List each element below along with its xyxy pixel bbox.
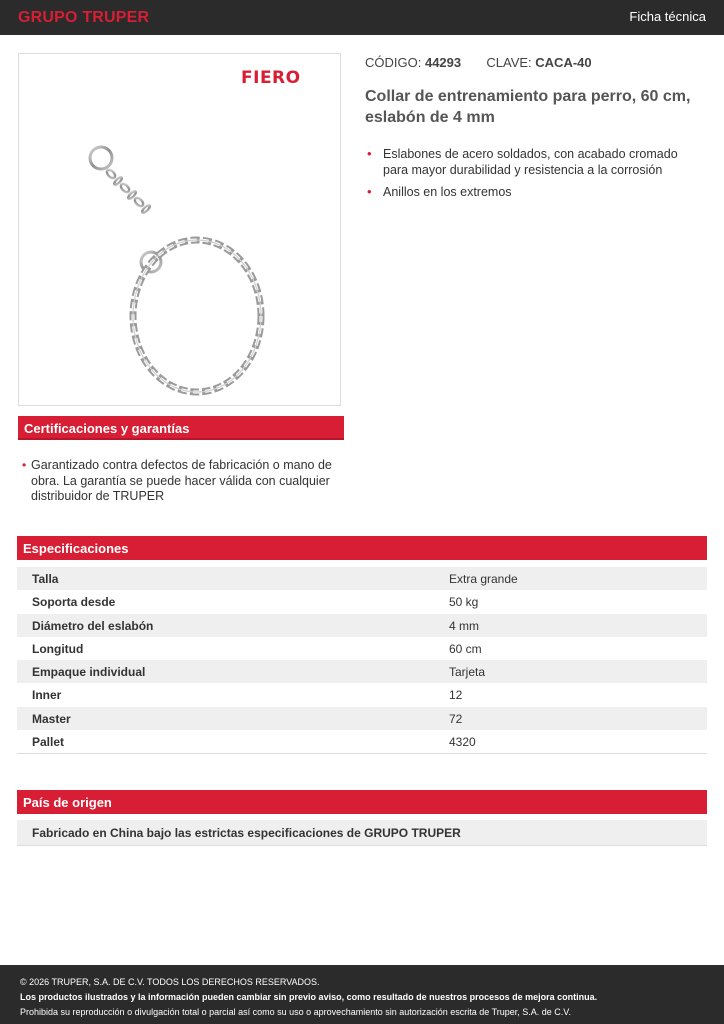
feature-item: • Eslabones de acero soldados, con acabado cromado para mayor durabilidad y resistencia a la corrosión (367, 146, 678, 177)
spec-value: Extra grande (449, 572, 518, 586)
spec-row (17, 730, 707, 753)
document-type: Ficha técnica (629, 9, 706, 24)
product-title: Collar de entrenamiento para perro, 60 cm, eslabón de 4 mm (365, 88, 691, 126)
spec-row (17, 614, 707, 637)
spec-value: Tarjeta (449, 665, 486, 680)
bullet-icon: • (22, 458, 27, 472)
code-value: 44293 (424, 55, 462, 70)
certifications-heading: Certificaciones y garantías (18, 416, 344, 440)
spec-value: 12 (449, 688, 463, 703)
origin-text: Fabricado en China bajo las estrictas especificaciones de GRUPO TRUPER (32, 826, 461, 840)
spec-label: Master (32, 711, 71, 726)
spec-label: Soporta desde (32, 595, 116, 610)
origin-heading: País de origen (17, 790, 707, 814)
spec-row (17, 660, 707, 683)
footer (0, 965, 724, 1024)
product-codes (365, 55, 592, 70)
spec-row (17, 590, 707, 613)
spec-row (17, 683, 707, 706)
key-value: CACA-40 (535, 55, 592, 70)
footer-notice: Los productos ilustrados y la información pueden cambiar sin previo aviso, como resultado de nuestros procesos de mejora continua. (20, 992, 598, 1002)
code-label: CÓDIGO: (365, 55, 422, 70)
spec-label: Empaque individual (32, 665, 146, 680)
spec-value: 60 cm (449, 641, 482, 656)
bullet-icon: • (367, 146, 372, 161)
fiero-logo: FIERO (241, 68, 301, 88)
spec-label: Pallet (32, 735, 65, 750)
chain-collar-image (79, 134, 279, 404)
certification-item: • Garantizado contra defectos de fabricación o mano de obra. La garantía se puede hacer válida con cualquier distribuidor de TRUPER (22, 458, 332, 503)
feature-item: • Anillos en los extremos (367, 184, 512, 199)
spec-value: 4320 (449, 735, 476, 750)
key-label: CLAVE: (486, 55, 532, 70)
footer-prohibition: Prohibida su reproducción o divulgación total o parcial así como su uso o aprovechamiento sin autorización escrita de Truper, S.A. de C.V. (20, 1007, 571, 1017)
bullet-icon: • (367, 184, 372, 199)
spec-row (17, 567, 707, 590)
spec-row (17, 637, 707, 660)
specifications-heading: Especificaciones (17, 536, 707, 560)
specifications-table (17, 567, 707, 754)
spec-value: 50 kg (449, 595, 479, 610)
spec-value: 72 (449, 711, 463, 726)
spec-row (17, 707, 707, 730)
feature-list (365, 146, 705, 206)
top-bar (0, 0, 724, 35)
product-image-frame (18, 53, 341, 406)
certifications-list (22, 458, 342, 505)
footer-copyright: © 2026 TRUPER, S.A. DE C.V. TODOS LOS DERECHOS RESERVADOS. (20, 977, 320, 987)
spec-label: Talla (32, 572, 59, 586)
spec-label: Inner (32, 688, 62, 703)
spec-label: Diámetro del eslabón (32, 618, 154, 633)
spec-value: 4 mm (449, 618, 479, 633)
spec-label: Longitud (32, 641, 84, 656)
origin-row (17, 820, 707, 846)
brand-logo: GRUPO TRUPER (18, 9, 150, 26)
